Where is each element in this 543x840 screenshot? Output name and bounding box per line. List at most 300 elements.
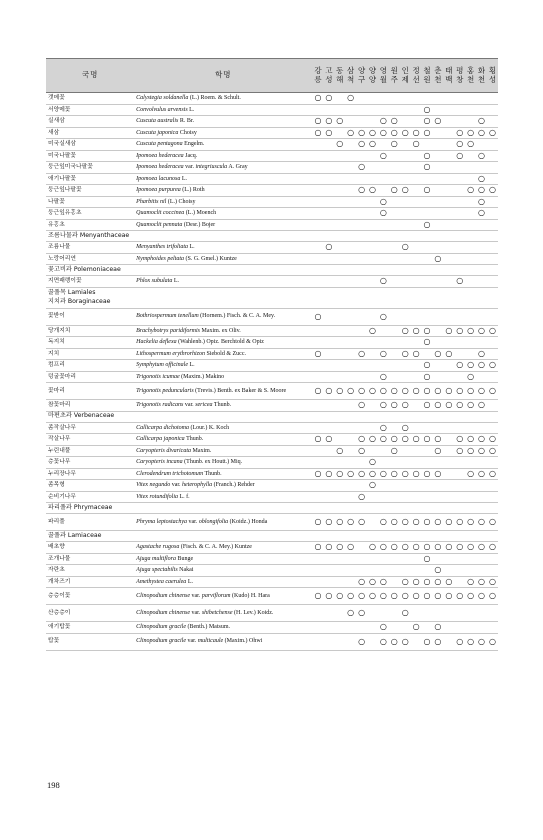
occurrence-cell [334,185,345,197]
occurrence-mark: ○ [456,542,464,552]
occurrence-cell [465,553,476,565]
occurrence-cell [323,514,334,531]
species-row [46,242,498,254]
occurrence-mark: ○ [358,127,366,137]
occurrence-cell [443,605,454,622]
genus-species: Brachybotrys paridiformis [136,327,200,334]
occurrence-mark: ○ [401,185,409,195]
occurrence-mark: ○ [379,276,387,286]
occurrence-cell [400,633,411,650]
occurrence-cell [312,219,323,231]
occurrence-cell [476,514,487,531]
occurrence-cell [345,208,356,220]
korean-name-cell: 유홍초 [46,219,134,231]
occurrence-cell [312,553,323,565]
occurrence-cell [465,127,476,139]
occurrence-mark: ○ [478,400,486,410]
scientific-name-cell [134,605,312,622]
occurrence-mark: ○ [489,542,496,552]
occurrence-cell [422,400,433,412]
occurrence-cell [312,457,323,469]
occurrence-cell [312,253,323,265]
occurrence-cell [378,208,389,220]
occurrence-mark: ○ [423,219,431,229]
occurrence-cell [334,116,345,128]
korean-name-cell: 순비기나무 [46,491,134,503]
occurrence-cell [334,605,345,622]
author-citation: L. [189,362,195,369]
occurrence-cell [378,348,389,360]
occurrence-cell [345,337,356,349]
occurrence-cell [411,219,422,231]
occurrence-cell [323,360,334,372]
occurrence-cell [411,400,422,412]
occurrence-cell [356,104,367,116]
author-citation: var. [187,638,198,645]
occurrence-cell [389,150,400,162]
occurrence-cell [432,553,443,565]
occurrence-cell [443,633,454,650]
scientific-name-header: 학명 [134,59,312,93]
author-citation: (L.) Choisy [167,198,196,205]
occurrence-cell [367,434,378,446]
author-citation: var. [191,592,202,599]
occurrence-cell [334,383,345,400]
occurrence-mark: ○ [434,253,442,263]
occurrence-cell [400,480,411,492]
occurrence-mark: ○ [347,468,355,478]
occurrence-cell [345,196,356,208]
author-citation: L. [173,278,179,285]
genus-species: Cuscuta pentagona [136,141,183,148]
occurrence-cell [487,208,498,220]
occurrence-cell [400,185,411,197]
occurrence-cell [454,173,465,185]
occurrence-cell [389,491,400,503]
korean-name-cell: 노랑어리연 [46,253,134,265]
occurrence-cell [334,360,345,372]
occurrence-cell [367,400,378,412]
occurrence-cell [487,605,498,622]
occurrence-cell [411,162,422,174]
occurrence-mark: ○ [445,348,453,358]
author-citation: Siebold & Zucc. [206,350,246,357]
occurrence-cell [323,468,334,480]
author-citation: Choisy [179,129,197,136]
occurrence-mark: ○ [445,591,453,600]
occurrence-cell [432,468,443,480]
occurrence-mark: ○ [423,517,431,526]
occurrence-cell [345,588,356,605]
occurrence-mark: ○ [390,542,398,552]
occurrence-cell [476,400,487,412]
genus-species: Caryopteris incana [136,459,183,466]
occurrence-cell [454,605,465,622]
occurrence-cell [454,633,465,650]
infraspecific-epithet: multicaule [197,638,224,645]
occurrence-mark: ○ [325,116,333,126]
author-citation: var. [188,518,199,525]
occurrence-cell [389,576,400,588]
occurrence-cell [345,468,356,480]
occurrence-cell [476,150,487,162]
family-heading-text: 지치과 Boraginaceae [48,297,111,305]
occurrence-cell [476,553,487,565]
occurrence-cell [312,422,323,434]
occurrence-cell [312,104,323,116]
occurrence-cell [378,434,389,446]
korean-name-cell: 층층이꽃 [46,588,134,605]
korean-name-cell: 갯메꽃 [46,93,134,105]
occurrence-cell [334,348,345,360]
occurrence-cell [323,434,334,446]
occurrence-cell [323,173,334,185]
species-row [46,514,498,531]
occurrence-cell [400,196,411,208]
occurrence-cell [465,514,476,531]
occurrence-cell [312,542,323,554]
occurrence-mark: ○ [467,139,475,149]
occurrence-cell [345,116,356,128]
author-citation: (Maxim.) Makino [181,373,225,380]
occurrence-cell [476,622,487,634]
occurrence-cell [465,622,476,634]
occurrence-mark: ○ [478,591,486,600]
author-citation: (Desr.) Bojer [183,221,216,228]
occurrence-cell [367,116,378,128]
family-heading [46,265,498,276]
occurrence-cell [422,196,433,208]
occurrence-mark: ○ [412,434,420,444]
occurrence-mark: ○ [423,553,431,563]
region-header: 삼 척 [345,59,356,93]
occurrence-cell [400,383,411,400]
occurrence-mark: ○ [379,150,387,160]
occurrence-mark: ○ [325,434,333,444]
occurrence-mark: ○ [358,386,366,395]
occurrence-cell [389,196,400,208]
occurrence-cell [465,360,476,372]
occurrence-cell [454,468,465,480]
occurrence-cell [323,576,334,588]
occurrence-mark: ○ [456,445,464,455]
occurrence-cell [323,93,334,105]
occurrence-mark: ○ [456,400,464,410]
author-citation: (Franch.) Rehder [212,482,255,489]
occurrence-cell [356,445,367,457]
occurrence-cell [367,445,378,457]
occurrence-cell [356,565,367,577]
occurrence-mark: ○ [467,325,475,335]
author-citation: var. [191,609,202,616]
occurrence-cell [476,337,487,349]
occurrence-cell [443,242,454,254]
scientific-name-cell [134,253,312,265]
species-row [46,116,498,128]
occurrence-cell [422,127,433,139]
occurrence-mark: ○ [401,542,409,552]
occurrence-cell [345,219,356,231]
family-heading-text: 꿀풀목 Lamiales [48,289,96,296]
korean-name-cell: 작살나무 [46,434,134,446]
author-citation: (Lour.) K. Koch [190,424,230,431]
occurrence-cell [411,445,422,457]
occurrence-mark: ○ [445,386,453,395]
occurrence-cell [476,360,487,372]
occurrence-cell [345,185,356,197]
author-citation: Engelm. [184,141,205,148]
occurrence-cell [432,196,443,208]
family-heading [46,231,498,242]
occurrence-cell [356,605,367,622]
occurrence-mark: ○ [478,434,486,444]
scientific-name-cell [134,208,312,220]
occurrence-cell [443,400,454,412]
genus-species: Clerodendrum trichotomum [136,470,204,477]
scientific-name-cell [134,576,312,588]
occurrence-mark: ○ [489,127,496,137]
occurrence-mark: ○ [379,116,387,126]
occurrence-cell [443,457,454,469]
occurrence-mark: ○ [478,360,486,370]
occurrence-mark: ○ [379,468,387,478]
occurrence-cell [454,348,465,360]
occurrence-mark: ○ [467,517,475,526]
occurrence-mark: ○ [434,386,442,395]
occurrence-mark: ○ [347,517,355,526]
occurrence-cell [422,480,433,492]
species-row [46,457,498,469]
occurrence-cell [367,348,378,360]
occurrence-mark: ○ [456,150,464,160]
author-citation: L. [181,175,187,182]
occurrence-cell [454,185,465,197]
occurrence-cell [476,445,487,457]
korean-name-cell: 둥근잎나팔꽃 [46,185,134,197]
occurrence-cell [411,468,422,480]
occurrence-cell [345,605,356,622]
species-row [46,150,498,162]
occurrence-cell [411,383,422,400]
occurrence-cell [432,565,443,577]
occurrence-cell [345,445,356,457]
occurrence-cell [476,588,487,605]
occurrence-mark: ○ [390,445,398,455]
occurrence-cell [411,276,422,288]
occurrence-cell [454,208,465,220]
occurrence-mark: ○ [401,242,409,252]
korean-name-cell: 좀목형 [46,480,134,492]
occurrence-cell [367,588,378,605]
occurrence-cell [312,337,323,349]
occurrence-cell [400,139,411,151]
occurrence-mark: ○ [401,348,409,358]
scientific-name-cell [134,173,312,185]
occurrence-cell [411,576,422,588]
occurrence-cell [389,514,400,531]
occurrence-cell [454,150,465,162]
occurrence-cell [367,276,378,288]
species-row [46,173,498,185]
occurrence-cell [312,605,323,622]
scientific-name-cell [134,622,312,634]
occurrence-cell [323,371,334,383]
occurrence-cell [432,219,443,231]
occurrence-cell [422,468,433,480]
occurrence-mark: ○ [390,517,398,526]
occurrence-cell [432,242,443,254]
occurrence-cell [432,139,443,151]
occurrence-cell [378,196,389,208]
occurrence-cell [487,242,498,254]
occurrence-cell [389,605,400,622]
occurrence-cell [454,553,465,565]
occurrence-cell [367,150,378,162]
occurrence-cell [432,605,443,622]
occurrence-cell [378,576,389,588]
occurrence-cell [476,348,487,360]
occurrence-cell [411,491,422,503]
occurrence-cell [465,605,476,622]
occurrence-cell [432,276,443,288]
occurrence-cell [432,422,443,434]
occurrence-cell [454,276,465,288]
occurrence-cell [487,565,498,577]
occurrence-mark: ○ [401,636,409,646]
occurrence-cell [334,445,345,457]
occurrence-cell [422,219,433,231]
occurrence-cell [411,434,422,446]
occurrence-mark: ○ [401,434,409,444]
family-heading [46,287,498,308]
occurrence-cell [389,208,400,220]
occurrence-cell [476,371,487,383]
occurrence-cell [465,348,476,360]
occurrence-cell [422,276,433,288]
species-row [46,622,498,634]
occurrence-mark: ○ [336,591,344,600]
scientific-name-cell [134,588,312,605]
genus-species: Quamoclit coccinea [136,210,185,217]
occurrence-mark: ○ [423,185,431,195]
species-row [46,308,498,325]
region-header: 강 릉 [312,59,323,93]
occurrence-mark: ○ [478,468,486,478]
occurrence-cell [487,173,498,185]
occurrence-mark: ○ [401,422,409,432]
occurrence-cell [422,542,433,554]
occurrence-mark: ○ [434,400,442,410]
genus-species: Vitex negundo [136,482,171,489]
scientific-name-cell [134,116,312,128]
occurrence-cell [367,219,378,231]
occurrence-cell [345,434,356,446]
occurrence-mark: ○ [368,542,376,552]
occurrence-cell [356,150,367,162]
occurrence-cell [323,208,334,220]
scientific-name-cell [134,445,312,457]
occurrence-cell [400,445,411,457]
occurrence-cell [411,542,422,554]
occurrence-mark: ○ [368,591,376,600]
species-row [46,219,498,231]
occurrence-cell [465,276,476,288]
occurrence-mark: ○ [423,325,431,335]
occurrence-cell [334,93,345,105]
occurrence-cell [443,208,454,220]
occurrence-mark: ○ [489,636,496,646]
occurrence-cell [411,150,422,162]
occurrence-cell [432,383,443,400]
scientific-name-cell [134,348,312,360]
occurrence-mark: ○ [314,591,322,600]
occurrence-cell [454,422,465,434]
korean-name-cell: 애기나팔꽃 [46,173,134,185]
occurrence-cell [312,308,323,325]
species-distribution-table [46,58,498,651]
occurrence-cell [487,93,498,105]
occurrence-cell [400,325,411,337]
species-row [46,605,498,622]
occurrence-cell [334,308,345,325]
occurrence-cell [345,622,356,634]
occurrence-mark: ○ [478,386,486,395]
occurrence-mark: ○ [401,386,409,395]
occurrence-cell [389,276,400,288]
occurrence-cell [465,633,476,650]
occurrence-cell [389,383,400,400]
occurrence-mark: ○ [368,139,376,149]
korean-name-cell: 꽃받이 [46,308,134,325]
occurrence-cell [487,371,498,383]
occurrence-cell [454,480,465,492]
occurrence-cell [312,576,323,588]
occurrence-cell [454,337,465,349]
occurrence-cell [465,457,476,469]
scientific-name-cell [134,542,312,554]
occurrence-mark: ○ [358,348,366,358]
occurrence-cell [334,104,345,116]
occurrence-cell [334,434,345,446]
occurrence-cell [465,480,476,492]
occurrence-cell [323,162,334,174]
occurrence-cell [356,242,367,254]
occurrence-cell [312,468,323,480]
occurrence-mark: ○ [434,468,442,478]
table-body [46,93,498,651]
occurrence-cell [345,565,356,577]
occurrence-cell [465,445,476,457]
occurrence-cell [411,480,422,492]
occurrence-cell [487,127,498,139]
occurrence-cell [487,457,498,469]
genus-species: Vitex rotundifolia [136,493,178,500]
korean-name-cell: 산층층이 [46,605,134,622]
occurrence-cell [454,253,465,265]
occurrence-cell [312,276,323,288]
korean-name-cell: 둥근잎유홍초 [46,208,134,220]
occurrence-cell [465,542,476,554]
genus-species: Phryma leptostachya [136,518,187,525]
occurrence-cell [334,542,345,554]
occurrence-cell [432,576,443,588]
occurrence-cell [345,514,356,531]
occurrence-cell [465,565,476,577]
occurrence-cell [411,185,422,197]
occurrence-cell [312,480,323,492]
occurrence-cell [411,93,422,105]
scientific-name-cell [134,93,312,105]
